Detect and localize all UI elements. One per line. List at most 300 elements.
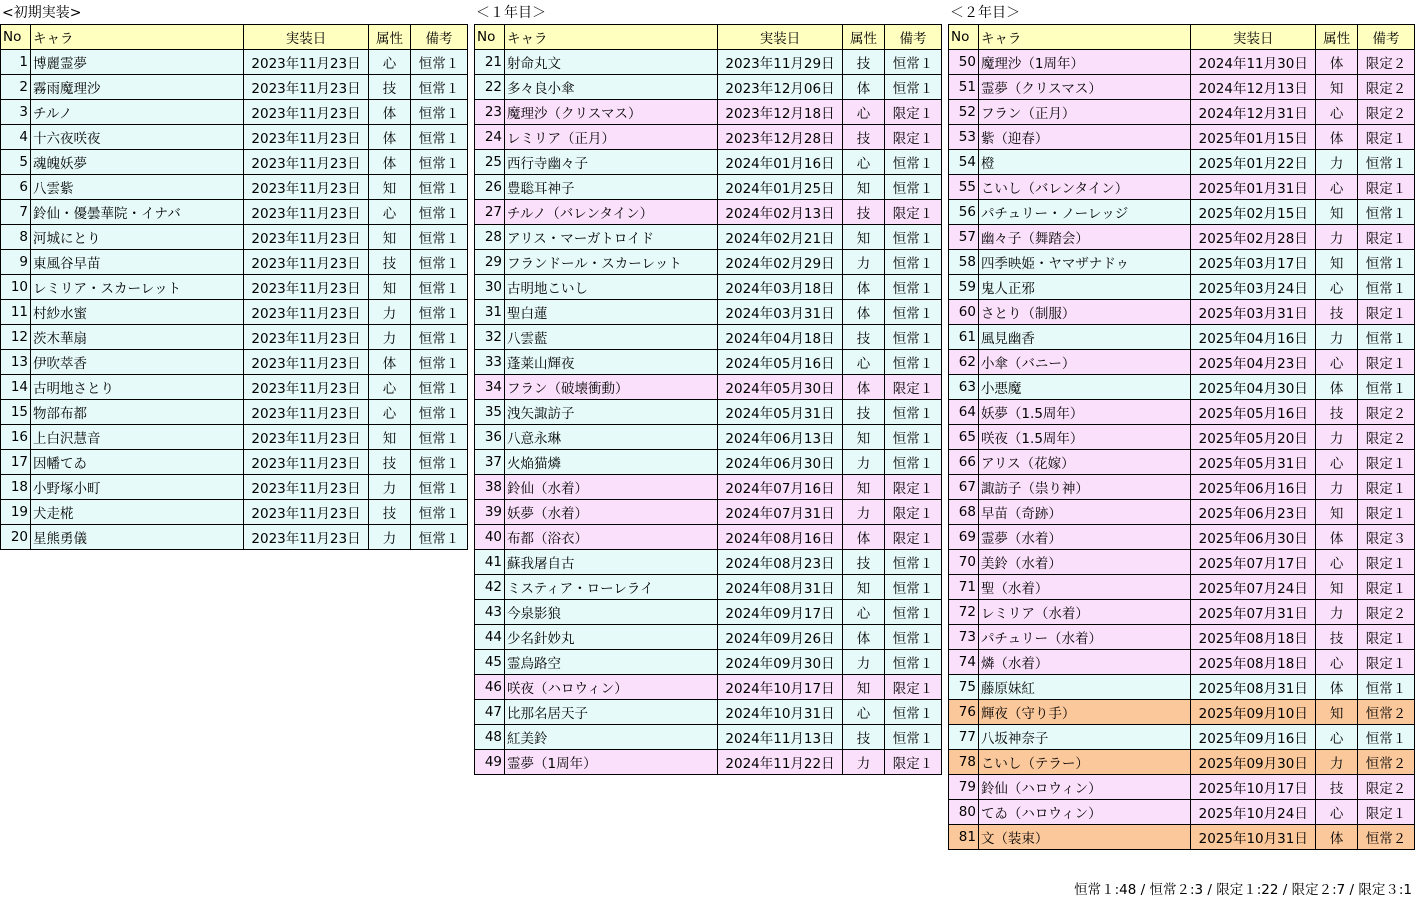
release-date-cell: 2023年11月23日: [244, 200, 369, 225]
no-cell: 27: [475, 200, 505, 225]
attribute-cell: 心: [369, 200, 411, 225]
attribute-cell: 体: [843, 300, 885, 325]
table-row: [1, 100, 468, 125]
table-row: [949, 375, 1415, 400]
attribute-cell: 心: [843, 350, 885, 375]
character-name-cell: 八雲紫: [31, 175, 244, 200]
note-cell: 恒常１: [885, 350, 942, 375]
release-date-cell: 2023年11月23日: [244, 350, 369, 375]
attribute-cell: 力: [843, 650, 885, 675]
header-row: [949, 25, 1415, 50]
release-date-cell: 2023年11月23日: [244, 125, 369, 150]
note-cell: 恒常１: [885, 400, 942, 425]
table-row: [475, 225, 942, 250]
character-name-cell: 美鈴（水着）: [978, 550, 1190, 575]
release-date-cell: 2024年01月25日: [718, 175, 843, 200]
no-cell: 54: [949, 150, 979, 175]
no-cell: 29: [475, 250, 505, 275]
character-name-cell: チルノ: [31, 100, 244, 125]
attribute-cell: 技: [1316, 775, 1358, 800]
note-cell: 恒常１: [885, 575, 942, 600]
note-cell: 恒常１: [885, 625, 942, 650]
character-name-cell: パチュリー（水着）: [978, 625, 1190, 650]
character-name-cell: フラン（正月）: [978, 100, 1190, 125]
note-cell: 限定２: [1358, 775, 1415, 800]
attribute-cell: 知: [369, 425, 411, 450]
table-row: [475, 575, 942, 600]
note-cell: 恒常２: [1358, 750, 1415, 775]
attribute-cell: 心: [369, 50, 411, 75]
release-date-cell: 2025年09月30日: [1191, 750, 1316, 775]
table-row: [1, 350, 468, 375]
table-row: [475, 75, 942, 100]
table-row: [949, 475, 1415, 500]
release-date-cell: 2023年11月23日: [244, 225, 369, 250]
character-name-cell: 妖夢（1.5周年）: [978, 400, 1190, 425]
table-row: [949, 250, 1415, 275]
table-row: [949, 150, 1415, 175]
table-row: [949, 275, 1415, 300]
note-cell: 恒常１: [885, 300, 942, 325]
note-cell: 恒常１: [411, 50, 468, 75]
table-row: [949, 300, 1415, 325]
release-date-cell: 2025年02月28日: [1191, 225, 1316, 250]
no-cell: 61: [949, 325, 979, 350]
no-cell: 33: [475, 350, 505, 375]
no-cell: 50: [949, 50, 979, 75]
table-row: [475, 750, 942, 775]
no-cell: 32: [475, 325, 505, 350]
no-cell: 38: [475, 475, 505, 500]
no-cell: 13: [1, 350, 31, 375]
attribute-cell: 力: [369, 325, 411, 350]
table-row: [1, 250, 468, 275]
table-row: [475, 425, 942, 450]
note-cell: 限定１: [885, 125, 942, 150]
release-date-cell: 2024年01月16日: [718, 150, 843, 175]
character-name-cell: 藤原妹紅: [978, 675, 1190, 700]
character-name-cell: 輝夜（守り手）: [978, 700, 1190, 725]
no-cell: 40: [475, 525, 505, 550]
character-name-cell: 火焔猫燐: [505, 450, 718, 475]
no-cell: 18: [1, 475, 31, 500]
character-name-cell: 早苗（奇跡）: [978, 500, 1190, 525]
no-cell: 35: [475, 400, 505, 425]
attribute-cell: 心: [1316, 800, 1358, 825]
no-cell: 41: [475, 550, 505, 575]
release-date-cell: 2023年12月06日: [718, 75, 843, 100]
attribute-cell: 体: [1316, 125, 1358, 150]
attribute-cell: 技: [1316, 625, 1358, 650]
no-cell: 23: [475, 100, 505, 125]
release-date-cell: 2024年12月31日: [1191, 100, 1316, 125]
character-name-cell: 豊聡耳神子: [505, 175, 718, 200]
release-date-cell: 2025年01月31日: [1191, 175, 1316, 200]
note-cell: 恒常１: [411, 225, 468, 250]
attribute-cell: 力: [369, 475, 411, 500]
table-row: [949, 450, 1415, 475]
attribute-cell: 心: [369, 400, 411, 425]
character-name-cell: 橙: [978, 150, 1190, 175]
character-name-cell: 風見幽香: [978, 325, 1190, 350]
character-name-cell: 犬走椛: [31, 500, 244, 525]
note-cell: 限定１: [1358, 550, 1415, 575]
attribute-cell: 体: [369, 350, 411, 375]
character-name-cell: 布都（浴衣）: [505, 525, 718, 550]
release-date-cell: 2023年11月23日: [244, 425, 369, 450]
attribute-cell: 知: [843, 425, 885, 450]
attribute-cell: 力: [843, 500, 885, 525]
character-name-cell: 小傘（バニー）: [978, 350, 1190, 375]
release-date-cell: 2024年02月29日: [718, 250, 843, 275]
release-date-column-header: 実装日: [718, 25, 843, 50]
table-row: [1, 525, 468, 550]
table-row: [949, 75, 1415, 100]
character-name-cell: 魂魄妖夢: [31, 150, 244, 175]
note-cell: 限定１: [1358, 125, 1415, 150]
note-cell: 恒常１: [885, 150, 942, 175]
release-date-cell: 2025年03月17日: [1191, 250, 1316, 275]
section-initial: [0, 0, 468, 550]
note-cell: 恒常１: [411, 525, 468, 550]
no-cell: 42: [475, 575, 505, 600]
table-row: [949, 400, 1415, 425]
table-row: [475, 700, 942, 725]
character-name-cell: 今泉影狼: [505, 600, 718, 625]
note-cell: 限定１: [885, 100, 942, 125]
no-cell: 55: [949, 175, 979, 200]
note-cell: 恒常２: [1358, 700, 1415, 725]
attribute-cell: 知: [843, 175, 885, 200]
attribute-cell: 心: [843, 600, 885, 625]
release-date-cell: 2025年09月16日: [1191, 725, 1316, 750]
no-cell: 72: [949, 600, 979, 625]
character-name-cell: ミスティア・ローレライ: [505, 575, 718, 600]
release-date-cell: 2024年06月30日: [718, 450, 843, 475]
attribute-cell: 技: [843, 200, 885, 225]
release-date-cell: 2023年11月23日: [244, 325, 369, 350]
character-name-cell: パチュリー・ノーレッジ: [978, 200, 1190, 225]
no-cell: 22: [475, 75, 505, 100]
attribute-cell: 力: [843, 750, 885, 775]
character-name-cell: 蘇我屠自古: [505, 550, 718, 575]
attribute-cell: 技: [369, 75, 411, 100]
note-cell: 恒常１: [411, 100, 468, 125]
attribute-cell: 知: [843, 675, 885, 700]
release-date-cell: 2024年03月31日: [718, 300, 843, 325]
character-name-cell: 博麗霊夢: [31, 50, 244, 75]
table-row: [949, 675, 1415, 700]
section-title: ＜１年目＞: [476, 5, 546, 21]
no-cell: 48: [475, 725, 505, 750]
attribute-cell: 力: [843, 250, 885, 275]
table-row: [475, 250, 942, 275]
no-cell: 7: [1, 200, 31, 225]
character-name-cell: 射命丸文: [505, 50, 718, 75]
attribute-cell: 技: [369, 450, 411, 475]
note-cell: 恒常１: [411, 400, 468, 425]
note-cell: 恒常１: [885, 725, 942, 750]
table-row: [949, 325, 1415, 350]
character-name-cell: 古明地こいし: [505, 275, 718, 300]
character-name-cell: 鈴仙・優曇華院・イナバ: [31, 200, 244, 225]
no-cell: 6: [1, 175, 31, 200]
attribute-cell: 力: [369, 525, 411, 550]
note-cell: 恒常１: [885, 450, 942, 475]
character-name-cell: 紅美鈴: [505, 725, 718, 750]
table-row: [949, 525, 1415, 550]
release-date-cell: 2024年10月31日: [718, 700, 843, 725]
no-cell: 25: [475, 150, 505, 175]
attribute-cell: 心: [1316, 450, 1358, 475]
table-row: [949, 500, 1415, 525]
character-name-cell: アリス（花嫁）: [978, 450, 1190, 475]
release-date-cell: 2023年11月23日: [244, 375, 369, 400]
note-cell: 恒常１: [885, 600, 942, 625]
character-name-cell: 幽々子（舞踏会）: [978, 225, 1190, 250]
attribute-cell: 心: [1316, 725, 1358, 750]
note-cell: 恒常１: [1358, 250, 1415, 275]
table-row: [475, 725, 942, 750]
release-date-cell: 2023年11月23日: [244, 50, 369, 75]
table-row: [475, 600, 942, 625]
table-row: [949, 225, 1415, 250]
no-cell: 69: [949, 525, 979, 550]
note-cell: 恒常１: [885, 250, 942, 275]
table-row: [475, 200, 942, 225]
character-name-cell: 小野塚小町: [31, 475, 244, 500]
table-row: [475, 650, 942, 675]
no-cell: 52: [949, 100, 979, 125]
no-cell: 58: [949, 250, 979, 275]
release-date-cell: 2023年11月23日: [244, 75, 369, 100]
character-name-cell: レミリア（水着）: [978, 600, 1190, 625]
note-cell: 恒常１: [885, 175, 942, 200]
no-cell: 30: [475, 275, 505, 300]
note-cell: 限定２: [1358, 50, 1415, 75]
no-cell: 2: [1, 75, 31, 100]
no-cell: 70: [949, 550, 979, 575]
no-cell: 62: [949, 350, 979, 375]
no-cell: 26: [475, 175, 505, 200]
character-name-cell: チルノ（バレンタイン）: [505, 200, 718, 225]
table-row: [1, 475, 468, 500]
character-name-cell: 霊夢（水着）: [978, 525, 1190, 550]
attribute-column-header: 属性: [369, 25, 411, 50]
note-cell: 恒常１: [885, 325, 942, 350]
release-date-cell: 2025年04月16日: [1191, 325, 1316, 350]
attribute-cell: 技: [1316, 300, 1358, 325]
attribute-cell: 心: [1316, 100, 1358, 125]
no-cell: 3: [1, 100, 31, 125]
release-date-cell: 2023年11月23日: [244, 450, 369, 475]
attribute-cell: 力: [1316, 600, 1358, 625]
table-row: [1, 450, 468, 475]
attribute-cell: 知: [1316, 700, 1358, 725]
table-row: [1, 300, 468, 325]
note-cell: 恒常１: [1358, 675, 1415, 700]
note-cell: 恒常１: [411, 475, 468, 500]
no-cell: 28: [475, 225, 505, 250]
attribute-cell: 知: [369, 225, 411, 250]
table-row: [949, 650, 1415, 675]
attribute-cell: 知: [1316, 500, 1358, 525]
attribute-cell: 心: [1316, 350, 1358, 375]
character-name-cell: 比那名居天子: [505, 700, 718, 725]
no-cell: 44: [475, 625, 505, 650]
no-cell: 77: [949, 725, 979, 750]
note-cell: 恒常１: [411, 450, 468, 475]
note-cell: 限定１: [1358, 625, 1415, 650]
note-cell: 限定１: [1358, 450, 1415, 475]
release-date-cell: 2023年11月23日: [244, 250, 369, 275]
no-column-header: No: [475, 25, 505, 50]
table-row: [949, 625, 1415, 650]
summary-counts: 恒常１:48 / 恒常２:3 / 限定１:22 / 限定２:7 / 限定３:1: [1074, 882, 1412, 898]
table-row: [475, 450, 942, 475]
note-cell: 恒常１: [411, 125, 468, 150]
release-date-cell: 2024年10月17日: [718, 675, 843, 700]
no-cell: 45: [475, 650, 505, 675]
attribute-cell: 知: [843, 225, 885, 250]
note-cell: 限定１: [885, 475, 942, 500]
release-date-cell: 2025年04月30日: [1191, 375, 1316, 400]
attribute-cell: 技: [369, 250, 411, 275]
table-row: [475, 175, 942, 200]
table-row: [949, 550, 1415, 575]
release-date-cell: 2024年08月31日: [718, 575, 843, 600]
no-cell: 81: [949, 825, 979, 850]
no-cell: 12: [1, 325, 31, 350]
table-row: [949, 825, 1415, 850]
character-name-cell: 小悪魔: [978, 375, 1190, 400]
table-row: [949, 600, 1415, 625]
character-name-cell: 咲夜（1.5周年）: [978, 425, 1190, 450]
note-cell: 恒常１: [1358, 725, 1415, 750]
attribute-cell: 心: [843, 150, 885, 175]
release-date-cell: 2024年07月31日: [718, 500, 843, 525]
no-cell: 49: [475, 750, 505, 775]
release-date-cell: 2025年03月24日: [1191, 275, 1316, 300]
note-cell: 限定２: [1358, 100, 1415, 125]
release-date-cell: 2024年11月30日: [1191, 50, 1316, 75]
header-row: [1, 25, 468, 50]
section-year-1: [474, 0, 942, 775]
attribute-cell: 知: [843, 475, 885, 500]
no-cell: 14: [1, 375, 31, 400]
no-cell: 67: [949, 475, 979, 500]
note-cell: 恒常１: [411, 350, 468, 375]
no-cell: 79: [949, 775, 979, 800]
table-row: [475, 125, 942, 150]
attribute-cell: 心: [1316, 175, 1358, 200]
no-cell: 31: [475, 300, 505, 325]
character-name-cell: 紫（迎春）: [978, 125, 1190, 150]
table-row: [949, 750, 1415, 775]
attribute-cell: 技: [843, 550, 885, 575]
character-name-cell: 鈴仙（ハロウィン）: [978, 775, 1190, 800]
no-cell: 16: [1, 425, 31, 450]
release-date-cell: 2023年11月23日: [244, 175, 369, 200]
character-name-cell: 西行寺幽々子: [505, 150, 718, 175]
character-name-cell: 魔理沙（1周年）: [978, 50, 1190, 75]
character-name-cell: こいし（バレンタイン）: [978, 175, 1190, 200]
no-cell: 64: [949, 400, 979, 425]
attribute-cell: 心: [369, 375, 411, 400]
character-name-cell: フランドール・スカーレット: [505, 250, 718, 275]
no-cell: 76: [949, 700, 979, 725]
release-date-cell: 2024年05月16日: [718, 350, 843, 375]
table-row: [1, 125, 468, 150]
note-cell: 恒常１: [411, 150, 468, 175]
attribute-cell: 力: [1316, 425, 1358, 450]
release-date-cell: 2023年11月23日: [244, 475, 369, 500]
attribute-cell: 技: [369, 500, 411, 525]
table-row: [475, 300, 942, 325]
release-date-cell: 2025年08月31日: [1191, 675, 1316, 700]
table-row: [949, 725, 1415, 750]
character-name-cell: 霧雨魔理沙: [31, 75, 244, 100]
release-date-cell: 2023年11月23日: [244, 300, 369, 325]
character-name-cell: さとり（制服）: [978, 300, 1190, 325]
character-name-cell: 四季映姫・ヤマザナドゥ: [978, 250, 1190, 275]
table-row: [949, 700, 1415, 725]
character-name-cell: 燐（水着）: [978, 650, 1190, 675]
character-name-cell: 上白沢慧音: [31, 425, 244, 450]
note-cell: 恒常１: [1358, 200, 1415, 225]
character-name-cell: 伊吹萃香: [31, 350, 244, 375]
character-table: [0, 24, 468, 550]
note-cell: 限定１: [1358, 475, 1415, 500]
note-cell: 恒常１: [411, 500, 468, 525]
no-cell: 19: [1, 500, 31, 525]
release-date-cell: 2025年08月18日: [1191, 650, 1316, 675]
character-name-cell: 古明地さとり: [31, 375, 244, 400]
attribute-cell: 体: [843, 75, 885, 100]
character-name-cell: 咲夜（ハロウィン）: [505, 675, 718, 700]
no-cell: 46: [475, 675, 505, 700]
attribute-cell: 体: [1316, 525, 1358, 550]
note-cell: 限定１: [885, 500, 942, 525]
release-date-cell: 2025年01月15日: [1191, 125, 1316, 150]
release-date-cell: 2024年03月18日: [718, 275, 843, 300]
character-name-cell: 多々良小傘: [505, 75, 718, 100]
note-cell: 恒常１: [885, 225, 942, 250]
character-name-cell: 少名針妙丸: [505, 625, 718, 650]
release-date-cell: 2025年10月17日: [1191, 775, 1316, 800]
attribute-cell: 心: [1316, 650, 1358, 675]
table-row: [949, 125, 1415, 150]
character-name-cell: レミリア・スカーレット: [31, 275, 244, 300]
no-cell: 68: [949, 500, 979, 525]
character-name-cell: 霊夢（1周年）: [505, 750, 718, 775]
attribute-cell: 体: [369, 100, 411, 125]
attribute-cell: 知: [1316, 250, 1358, 275]
attribute-cell: 体: [843, 625, 885, 650]
no-cell: 24: [475, 125, 505, 150]
attribute-cell: 心: [843, 100, 885, 125]
release-date-cell: 2025年02月15日: [1191, 200, 1316, 225]
release-date-cell: 2025年05月20日: [1191, 425, 1316, 450]
no-cell: 10: [1, 275, 31, 300]
no-cell: 51: [949, 75, 979, 100]
note-cell: 恒常１: [1358, 375, 1415, 400]
no-cell: 71: [949, 575, 979, 600]
character-name-cell: 鬼人正邪: [978, 275, 1190, 300]
release-date-cell: 2024年05月30日: [718, 375, 843, 400]
note-cell: 恒常１: [411, 75, 468, 100]
character-name-cell: 八意永琳: [505, 425, 718, 450]
